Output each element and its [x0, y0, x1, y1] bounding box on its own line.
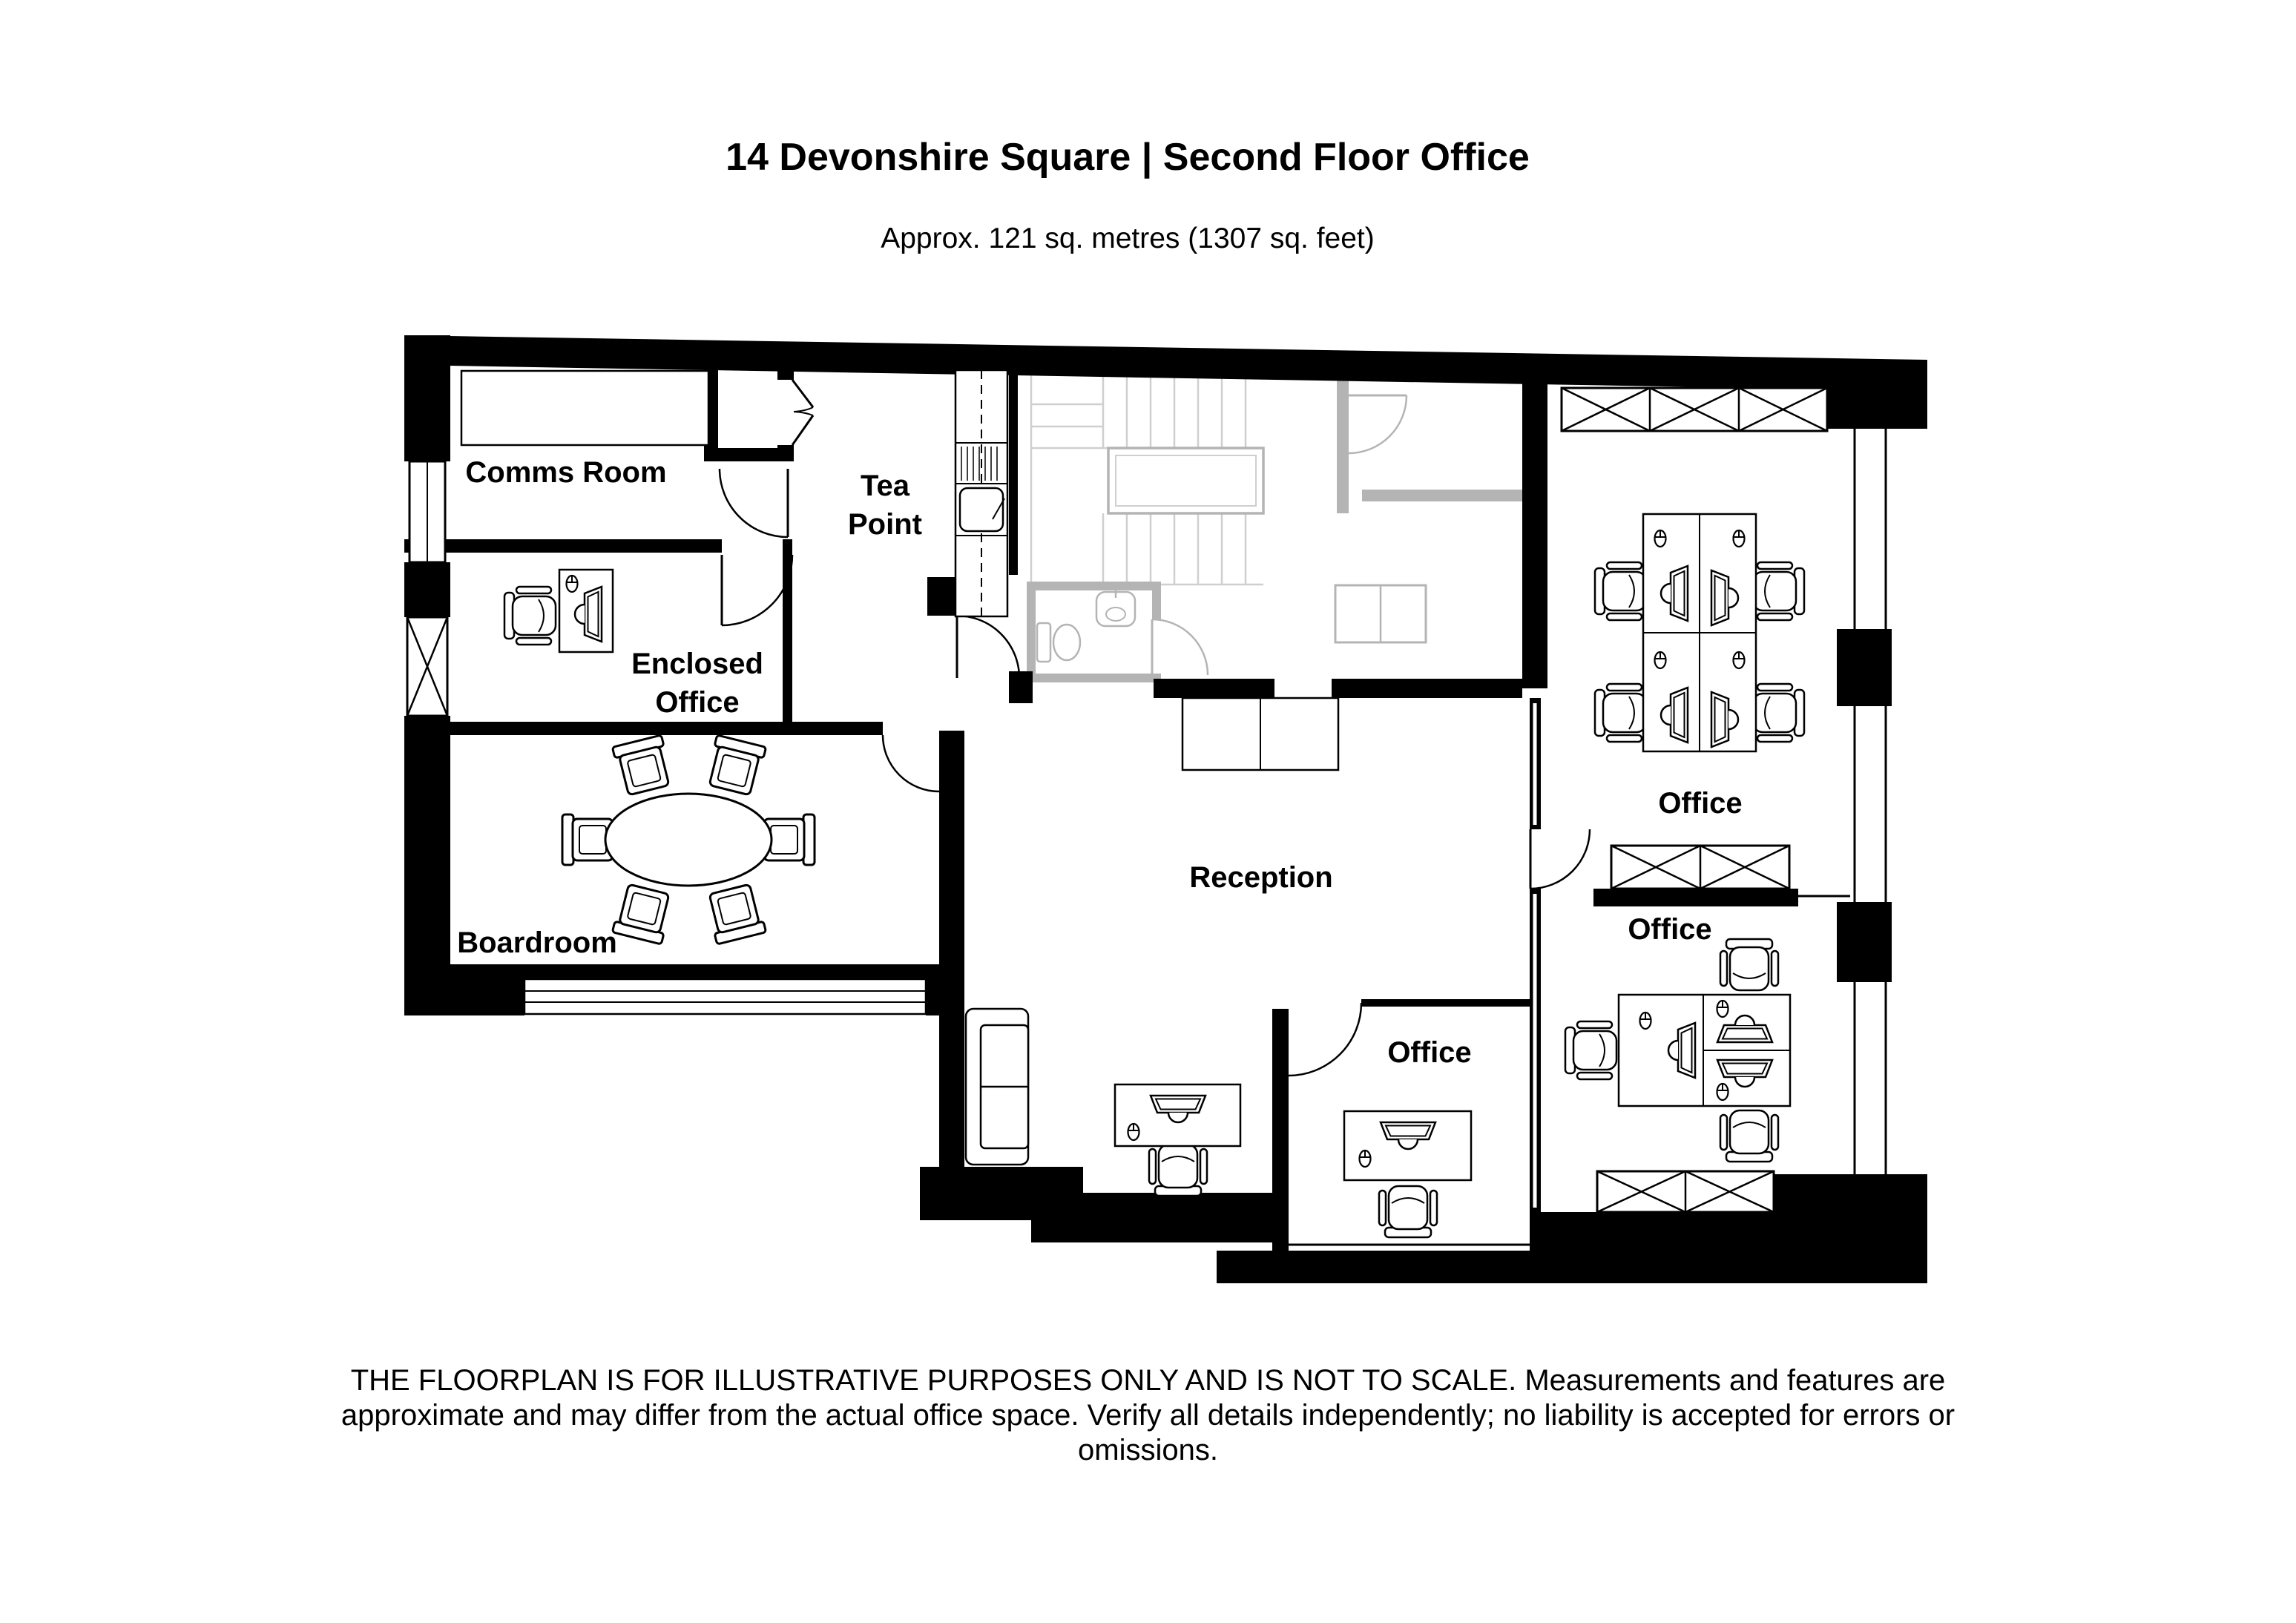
furniture-enclosed-office [504, 570, 613, 652]
office-chair [1595, 684, 1646, 742]
pillar [1837, 902, 1892, 982]
wall-bottom [1031, 1193, 1289, 1242]
furniture-office-top-right [1595, 514, 1804, 751]
disclaimer-text [0, 1363, 2296, 1468]
mouse-icon [1655, 652, 1666, 668]
furniture-office-bottom [1344, 1111, 1471, 1237]
mouse-icon [1128, 1124, 1139, 1140]
common-wall [1362, 490, 1522, 501]
boardroom-chair [612, 735, 673, 796]
toilet [1037, 623, 1050, 662]
label-comms-room: Comms Room [465, 456, 667, 489]
label-tea-point-line2: Point [848, 508, 922, 541]
radiator-window [1611, 846, 1789, 889]
office-chair [1565, 1021, 1616, 1079]
kitchen-counter [955, 370, 1007, 616]
wall-left [404, 562, 450, 617]
label-boardroom: Boardroom [457, 926, 617, 959]
page-subtitle: Approx. 121 sq. metres (1307 sq. feet) [881, 223, 1375, 254]
disclaimer-line3: omissions. [1078, 1434, 1218, 1466]
radiator-window [1597, 1171, 1774, 1212]
mouse-icon [1717, 1001, 1728, 1017]
disclaimer-line1: THE FLOORPLAN IS FOR ILLUSTRATIVE PURPOSES ONLY AND IS NOT TO SCALE. Measurements and features are [350, 1364, 1946, 1397]
pillar [1837, 629, 1892, 706]
label-enclosed-office-line2: Office [655, 686, 740, 719]
comms-shelf [461, 371, 708, 445]
radiator-window [407, 617, 447, 716]
label-tea-point-line1: Tea [861, 470, 909, 502]
office-chair [1753, 562, 1804, 620]
stair-void-inner [1116, 455, 1256, 506]
storage-cupboard [1182, 698, 1338, 770]
office-chair [1379, 1186, 1437, 1237]
mouse-icon [1717, 1084, 1728, 1100]
wc [1027, 582, 1208, 682]
kitchen-sink [960, 488, 1003, 531]
label-office-top-right: Office [1658, 787, 1743, 820]
page-title: 14 Devonshire Square | Second Floor Office [726, 136, 1530, 179]
glazed-wall [1855, 429, 1886, 1174]
office-chair [1720, 1110, 1778, 1162]
entrance-door [1349, 395, 1407, 453]
label-office-middle-right: Office [1628, 913, 1712, 946]
label-enclosed-office-line1: Enclosed [631, 648, 763, 680]
wall-left [404, 335, 450, 461]
boardroom-chair [705, 735, 766, 796]
office-chair [1720, 939, 1778, 990]
boardroom-chair [705, 883, 766, 944]
radiator-window [1562, 388, 1827, 431]
office-chair [504, 587, 556, 645]
mouse-icon [1734, 652, 1745, 668]
wall-left [404, 716, 450, 987]
mouse-icon [1655, 530, 1666, 547]
boardroom-table [605, 794, 772, 886]
label-office-bottom: Office [1387, 1036, 1472, 1069]
disclaimer-line2: approximate and may differ from the actual office space. Verify all details independently; no liability is accepted for errors or [341, 1399, 1955, 1432]
wall-corner-ne [1821, 360, 1927, 429]
common-wall [1337, 375, 1349, 513]
mouse-icon [1360, 1150, 1371, 1167]
label-reception: Reception [1189, 861, 1333, 894]
wc-door [1152, 619, 1208, 675]
boardroom-chair [612, 883, 673, 944]
window-boardroom [524, 979, 926, 1014]
office-chair [1753, 684, 1804, 742]
office-chair [1149, 1145, 1207, 1196]
mouse-icon [1640, 1013, 1651, 1029]
wall-bottom [1217, 1251, 1562, 1283]
wall-corner-se [1774, 1174, 1927, 1283]
office-chair [1595, 562, 1646, 620]
mouse-icon [567, 576, 578, 592]
common-parts-stairwell [1027, 375, 1522, 682]
furniture-office-middle-right [1565, 939, 1790, 1162]
furniture-boardroom [562, 735, 815, 944]
toilet-bowl [1053, 625, 1080, 660]
mouse-icon [1734, 530, 1745, 547]
